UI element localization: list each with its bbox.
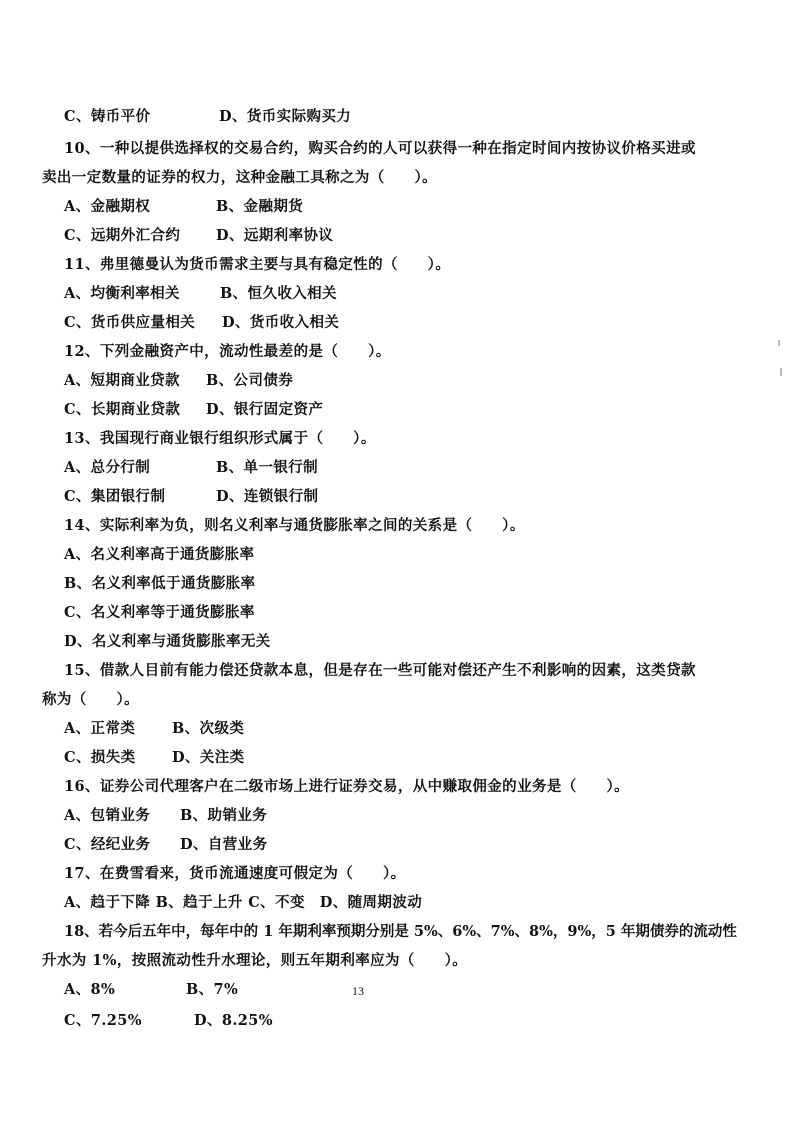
q11-option-b: B、恒久收入相关 (220, 285, 337, 302)
q14-option-a: A、名义利率高于通货膨胀率 (64, 546, 255, 563)
q10-option-d: D、远期利率协议 (216, 227, 334, 244)
scan-mark (780, 368, 782, 376)
scan-mark (778, 340, 780, 346)
q16-option-a: A、包销业务 (64, 807, 151, 824)
q18-option-c: C、7.25% (64, 1012, 142, 1029)
q18-option-b: B、7% (186, 981, 239, 998)
q16-option-b: B、助销业务 (180, 807, 268, 824)
q12-option-b: B、公司债券 (206, 372, 294, 389)
q15-option-c: C、损失类 (64, 749, 136, 766)
q18-option-d: D、8.25% (194, 1012, 273, 1029)
q10-option-c: C、远期外汇合约 (64, 227, 181, 244)
q14-option-c: C、名义利率等于通货膨胀率 (64, 604, 255, 621)
q14-option-d: D、名义利率与通货膨胀率无关 (64, 633, 271, 650)
q15-option-d: D、关注类 (172, 749, 245, 766)
q9-option-d: D、货币实际购买力 (219, 108, 352, 125)
q14-option-b: B、名义利率低于通货膨胀率 (64, 575, 256, 592)
q12-option-a: A、短期商业贷款 (64, 372, 180, 389)
q12-stem: 12、下列金融资产中，流动性最差的是（ ）。 (64, 343, 391, 360)
q17-options: A、趋于下降 B、趋于上升 C、不变 D、随周期波动 (64, 894, 423, 911)
q11-option-a: A、均衡利率相关 (64, 285, 180, 302)
q18-stem-line1: 18、若今后五年中，每年中的 1 年期利率预期分别是 5%、6%、7%、8%，9%，5 年期债券的流动性 (64, 923, 737, 940)
q9-option-c: C、铸币平价 (64, 108, 151, 125)
q13-stem: 13、我国现行商业银行组织形式属于（ ）。 (64, 430, 376, 447)
q17-stem: 17、在费雪看来，货币流通速度可假定为（ ）。 (64, 865, 406, 882)
q10-stem-line1: 10、一种以提供选择权的交易合约，购买合约的人可以获得一种在指定时间内按协议价格买进或 (64, 140, 696, 157)
q11-option-d: D、货币收入相关 (222, 314, 340, 331)
q15-option-b: B、次级类 (172, 720, 245, 737)
q10-option-b: B、金融期货 (216, 198, 304, 215)
q16-option-c: C、经纪业务 (64, 836, 151, 853)
page-number: 13 (352, 984, 364, 998)
q15-stem-line2: 称为（ ）。 (42, 691, 140, 708)
q16-option-d: D、自营业务 (180, 836, 268, 853)
q18-option-a: A、8% (64, 981, 116, 998)
q15-stem-line1: 15、借款人目前有能力偿还贷款本息，但是存在一些可能对偿还产生不利影响的因素，这类贷款 (64, 662, 696, 679)
q11-stem: 11、弗里德曼认为货币需求主要与具有稳定性的（ ）。 (64, 256, 451, 273)
q10-stem-line2: 卖出一定数量的证券的权力，这种金融工具称之为（ ）。 (42, 169, 438, 186)
q13-option-b: B、单一银行制 (216, 459, 319, 476)
q10-option-a: A、金融期权 (64, 198, 151, 215)
q13-option-d: D、连锁银行制 (216, 488, 319, 505)
q12-option-c: C、长期商业贷款 (64, 401, 181, 418)
q12-option-d: D、银行固定资产 (206, 401, 324, 418)
q18-stem-line2: 升水为 1%，按照流动性升水理论，则五年期利率应为（ ）。 (42, 952, 468, 969)
q16-stem: 16、证券公司代理客户在二级市场上进行证券交易，从中赚取佣金的业务是（ ）。 (64, 778, 630, 795)
q15-option-a: A、正常类 (64, 720, 136, 737)
q13-option-a: A、总分行制 (64, 459, 151, 476)
q14-stem: 14、实际利率为负，则名义利率与通货膨胀率之间的关系是（ ）。 (64, 517, 525, 534)
q11-option-c: C、货币供应量相关 (64, 314, 196, 331)
q13-option-c: C、集团银行制 (64, 488, 166, 505)
